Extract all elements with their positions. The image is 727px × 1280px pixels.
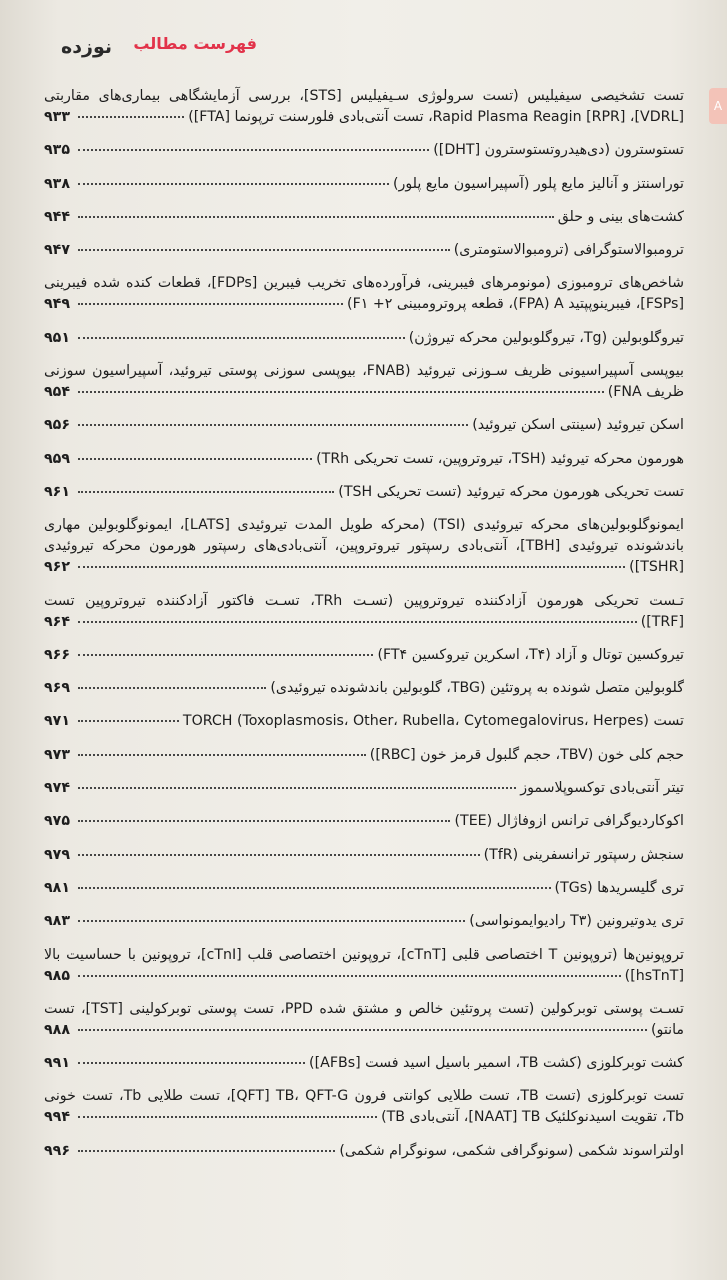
toc-entry <box>44 711 684 732</box>
toc-entry-text: تیروگلوبولین (Tg، تیروگلوبولین محرکه تیروژن) <box>408 329 684 346</box>
toc-entry-text: کشت توبرکلوزی (کشت TB، اسمیر باسیل اسید فست [AFBs]) <box>309 1055 684 1072</box>
toc-entry <box>44 678 684 699</box>
toc-entry-text: ظریف FNA) <box>607 384 684 401</box>
dot-leader <box>78 246 450 251</box>
toc-entry <box>44 911 684 932</box>
dot-leader <box>78 851 480 856</box>
dot-leader <box>78 717 179 722</box>
toc-entry-text: تست TORCH (Toxoplasmosis، Other، Rubella، Cytomegalovirus، Herpes) <box>182 713 684 730</box>
toc-entry-text: تستوسترون (دی‌هیدروتستوسترون [DHT]) <box>433 142 684 159</box>
toc-entry-text: بیوپسی آسپیراسیونی ظریف سـوزنی تیروئید (FNAB، بیوپسی سوزنی پوستی تیروئید، آسپیراسیون سوزنی <box>44 363 684 380</box>
dot-leader <box>78 618 637 623</box>
toc-page-number: ۹۵۴ <box>44 384 70 401</box>
dot-leader <box>78 563 625 568</box>
dot-leader <box>78 684 266 689</box>
toc-page-number: ۹۶۴ <box>44 613 70 630</box>
toc-page-number: ۹۹۴ <box>44 1109 70 1126</box>
dot-leader <box>78 300 343 305</box>
toc-entry <box>44 207 684 228</box>
dot-leader <box>78 817 450 822</box>
toc-page-number: ۹۳۵ <box>44 142 70 159</box>
dot-leader <box>78 213 554 218</box>
toc-entry <box>44 878 684 899</box>
toc-page-number: ۹۵۶ <box>44 417 70 434</box>
toc-entry-text: تست تحریکی هورمون محرکه تیروئید (تست تحریکی TSH) <box>338 483 684 500</box>
toc-entry-text: تیتر آنتی‌بادی توکسوپلاسموز <box>520 780 684 797</box>
toc-page-number: ۹۷۵ <box>44 813 70 830</box>
toc-page-number: ۹۶۶ <box>44 646 70 663</box>
toc-entry <box>44 140 684 161</box>
dot-leader <box>78 884 551 889</box>
toc-entry-text: [VDRL]، Rapid Plasma Reagin [RPR]، تست آنتی‌بادی فلورسنت ترپونما [FTA]) <box>188 109 684 125</box>
page-number-word: نوزده <box>61 36 112 58</box>
dot-leader <box>78 113 184 118</box>
toc-entry-text: تست توبرکلوزی (تست TB، تست طلایی کوانتی فرون QFT] TB، QFT-G]، تست طلایی Tb، تست خونی <box>44 1088 684 1105</box>
toc-page-number: ۹۶۹ <box>44 680 70 697</box>
toc-entry <box>44 361 684 403</box>
toc-entry-text: اسکن تیروئید (سینتی اسکن تیروئید) <box>472 417 684 434</box>
toc-entry-text: ایمونوگلوبولین‌های محرکه تیروئیدی (TSI) (محرکه طویل المدت تیروئیدی [LATS]، ایمونوگلوبولین مهاری <box>44 517 684 534</box>
dot-leader <box>78 488 334 493</box>
toc-entry-text: حجم کلی خون (TBV، حجم گلبول قرمز خون [RBC]) <box>369 746 684 763</box>
toc-page-number: ۹۴۹ <box>44 296 70 313</box>
toc-entry-text: تیروکسین توتال و آزاد (T۴، اسکرین تیروکسین FT۴) <box>377 646 684 663</box>
toc-entry <box>44 415 684 436</box>
dot-leader <box>78 388 604 393</box>
toc-entry-text: اکوکاردیوگرافی ترانس ازوفاژال (TEE) <box>454 813 684 830</box>
dot-leader <box>78 972 621 977</box>
toc-entry <box>44 778 684 799</box>
toc-entry-text: تری گلیسریدها (TGs) <box>554 879 684 896</box>
toc-entry-text: شاخص‌های ترومبوزی (مونومرهای فیبرینی، فرآورده‌های تخریب فیبرین [FDPs]، قطعات کنده شده فیبرینی <box>44 275 684 292</box>
toc-entry <box>44 240 684 261</box>
toc-entry <box>44 86 684 128</box>
toc-entry-text: ترومبوالاستوگرافی (ترومبوالاستومتری) <box>453 242 684 259</box>
toc-entry <box>44 999 684 1041</box>
toc-entry-text: [FSPs]، فیبرینوپپتید FPA) A)، قطعه پروترومبینی ۲+ F۱) <box>347 296 684 313</box>
toc-page-number: ۹۷۴ <box>44 780 70 797</box>
toc-entry <box>44 811 684 832</box>
toc-page-number: ۹۳۸ <box>44 175 70 192</box>
toc-entry-text: تـست تحریکی هورمون آزادکننده تیروتروپین (تسـت TRh، تسـت فاکتور آزادکننده تیروتروپین تست <box>44 592 684 609</box>
toc-entry <box>44 1053 684 1074</box>
toc-entry <box>44 449 684 470</box>
dot-leader <box>78 917 465 922</box>
toc-entry-text: تسـت پوستی توبرکولین (تست پروتئین خالص و مشتق شده PPD، تست پوستی توبرکولینی [TST]، تست <box>44 1000 684 1017</box>
toc-entry-text: [TSHR]) <box>629 559 684 576</box>
toc-entry-text: Tb، تقویت اسیدنوکلئیک NAAT] TB]، آنتی‌بادی TB) <box>381 1109 684 1126</box>
dot-leader <box>78 334 405 339</box>
dot-leader <box>78 421 468 426</box>
toc-entry <box>44 745 684 766</box>
dot-leader <box>78 1147 335 1152</box>
toc-page-number: ۹۴۷ <box>44 242 70 259</box>
toc-entry-text: تست تشخیصی سیفیلیس (تست سرولوژی سـیفیلیس [STS]، بررسی آزمایشگاهی بیماری‌های مقاربتی <box>44 88 685 104</box>
toc-page-number: ۹۸۱ <box>44 879 70 896</box>
toc-entry-text: تروپونین‌ها (تروپونین T اختصاصی قلبی [cTnT]، تروپونین اختصاصی قلب [cTnI]، تروپونین با حساسیت بالا <box>44 946 684 963</box>
dot-leader <box>78 751 366 756</box>
toc-entry-text: توراسنتز و آنالیز مایع پلور (آسپیراسیون مایع پلور) <box>392 175 684 192</box>
toc-entry <box>44 515 684 578</box>
toc-page-number: ۹۶۱ <box>44 483 70 500</box>
toc-entry-text: تری یدوتیرونین (T۳ رادیوایمونواسی) <box>469 913 684 930</box>
dot-leader <box>78 455 312 460</box>
toc-page-number: ۹۵۱ <box>44 329 70 346</box>
toc-page-number: ۹۷۹ <box>44 846 70 863</box>
dot-leader <box>78 784 516 789</box>
toc-entry <box>44 591 684 633</box>
toc-entry-text: گلوبولین متصل شونده به پروتئین (TBG، گلوبولین باندشونده تیروئیدی) <box>270 680 684 697</box>
toc-page-number: ۹۸۵ <box>44 967 70 984</box>
toc-entry-text: سنجش رسپتور ترانسفرینی (TfR) <box>483 846 684 863</box>
page-header <box>0 28 727 68</box>
toc-page-number: ۹۵۹ <box>44 450 70 467</box>
toc-entry-text: [TRF]) <box>640 613 684 630</box>
dot-leader <box>78 180 389 185</box>
toc-entry-text: مانتو) <box>650 1021 684 1038</box>
section-title: فهرست مطالب <box>133 34 257 53</box>
toc-page-number: ۹۶۲ <box>44 559 70 576</box>
dot-leader <box>78 1059 305 1064</box>
table-of-contents <box>44 86 684 1174</box>
toc-page-number: ۹۷۱ <box>44 713 70 730</box>
toc-entry <box>44 328 684 349</box>
dot-leader <box>78 651 373 656</box>
toc-entry-text: کشت‌های بینی و حلق <box>557 208 684 225</box>
toc-page-number: ۹۸۸ <box>44 1021 70 1038</box>
dot-leader <box>78 1026 647 1031</box>
toc-page-number: ۹۴۴ <box>44 208 70 225</box>
toc-entry <box>44 482 684 503</box>
toc-entry <box>44 945 684 987</box>
toc-page-number: ۹۹۶ <box>44 1142 70 1159</box>
toc-entry-text: اولتراسوند شکمی (سونوگرافی شکمی، سونوگرام شکمی) <box>339 1142 684 1159</box>
toc-entry <box>44 1086 684 1128</box>
toc-entry <box>44 174 684 195</box>
toc-page-number: ۹۹۱ <box>44 1055 70 1072</box>
toc-entry <box>44 845 684 866</box>
toc-page-number: ۹۳۳ <box>44 109 70 125</box>
toc-page-number: ۹۷۳ <box>44 746 70 763</box>
toc-entry <box>44 645 684 666</box>
dot-leader <box>78 1113 377 1118</box>
toc-entry-text: [hsTnT]) <box>624 967 684 984</box>
toc-entry <box>44 273 684 315</box>
toc-page-number: ۹۸۳ <box>44 913 70 930</box>
toc-entry-text: هورمون محرکه تیروئید (TSH، تیروتروپین، تست تحریکی TRh) <box>316 450 684 467</box>
toc-entry <box>44 1141 684 1162</box>
thumb-index-tab: A <box>709 88 727 124</box>
toc-entry-text: باندشونده تیروئیدی [TBH]، آنتی‌بادی رسپتور تیروتروپین، آنتی‌بادی‌های رسپتور هورمون محرکه تیروئیدی <box>44 538 684 555</box>
dot-leader <box>78 146 429 151</box>
